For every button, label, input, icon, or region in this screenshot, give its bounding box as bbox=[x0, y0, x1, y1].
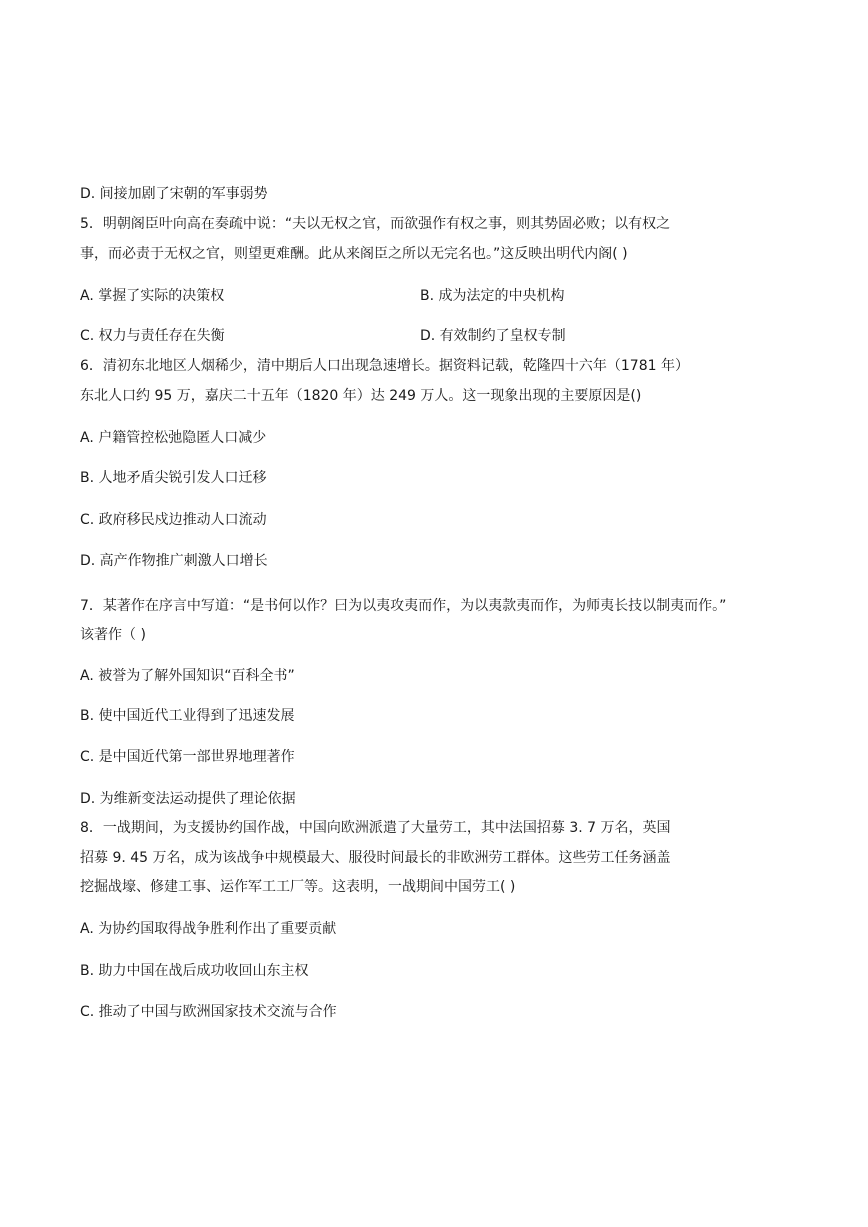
q6-stem-line1: 6．清初东北地区人烟稀少，清中期后人口出现急速增长。据资料记载，乾隆四十六年（1781 年） bbox=[80, 358, 689, 374]
q8-option-b: B. 助力中国在战后成功收回山东主权 bbox=[80, 963, 309, 979]
q7-option-a: A. 被誉为了解外国知识“百科全书” bbox=[80, 668, 295, 684]
q6-option-d: D. 高产作物推广刺激人口增长 bbox=[80, 553, 268, 569]
q5-option-a: A. 掌握了实际的决策权 bbox=[80, 288, 225, 304]
q4-option-d: D. 间接加剧了宋朝的军事弱势 bbox=[80, 186, 268, 202]
q5-option-b: B. 成为法定的中央机构 bbox=[420, 288, 565, 304]
q8-option-a: A. 为协约国取得战争胜利作出了重要贡献 bbox=[80, 921, 337, 937]
q7-stem-line2: 该著作（ ) bbox=[80, 627, 146, 643]
q7-option-c: C. 是中国近代第一部世界地理著作 bbox=[80, 749, 295, 765]
q7-option-b: B. 使中国近代工业得到了迅速发展 bbox=[80, 708, 295, 724]
q6-option-b: B. 人地矛盾尖锐引发人口迁移 bbox=[80, 470, 267, 486]
q6-stem-line2: 东北人口约 95 万，嘉庆二十五年（1820 年）达 249 万人。这一现象出现的主要原因是() bbox=[80, 388, 642, 404]
q8-stem-line1: 8．一战期间，为支援协约国作战，中国向欧洲派遣了大量劳工，其中法国招募 3. 7 万名，英国 bbox=[80, 820, 671, 836]
q7-stem-line1: 7．某著作在序言中写道：“是书何以作？曰为以夷攻夷而作，为以夷款夷而作，为师夷长技以制夷而作。” bbox=[80, 598, 727, 614]
q5-option-d: D. 有效制约了皇权专制 bbox=[420, 328, 566, 344]
q8-stem-line3: 挖掘战壕、修建工事、运作军工工厂等。这表明，一战期间中国劳工( ) bbox=[80, 879, 516, 895]
q7-option-d: D. 为维新变法运动提供了理论依据 bbox=[80, 791, 296, 807]
q6-option-a: A. 户籍管控松弛隐匿人口减少 bbox=[80, 430, 267, 446]
q8-option-c: C. 推动了中国与欧洲国家技术交流与合作 bbox=[80, 1004, 337, 1020]
q6-option-c: C. 政府移民戍边推动人口流动 bbox=[80, 512, 267, 528]
q8-stem-line2: 招募 9. 45 万名，成为该战争中规模最大、服役时间最长的非欧洲劳工群体。这些劳工任务涵盖 bbox=[80, 850, 671, 866]
q5-stem-line2: 事，而必责于无权之官，则望更难酬。此从来阁臣之所以无完名也。”这反映出明代内阁( ) bbox=[80, 246, 628, 262]
q5-stem-line1: 5．明朝阁臣叶向高在奏疏中说：“夫以无权之官，而欲强作有权之事，则其势固必败；以有权之 bbox=[80, 216, 671, 232]
q5-option-c: C. 权力与责任存在失衡 bbox=[80, 328, 225, 344]
